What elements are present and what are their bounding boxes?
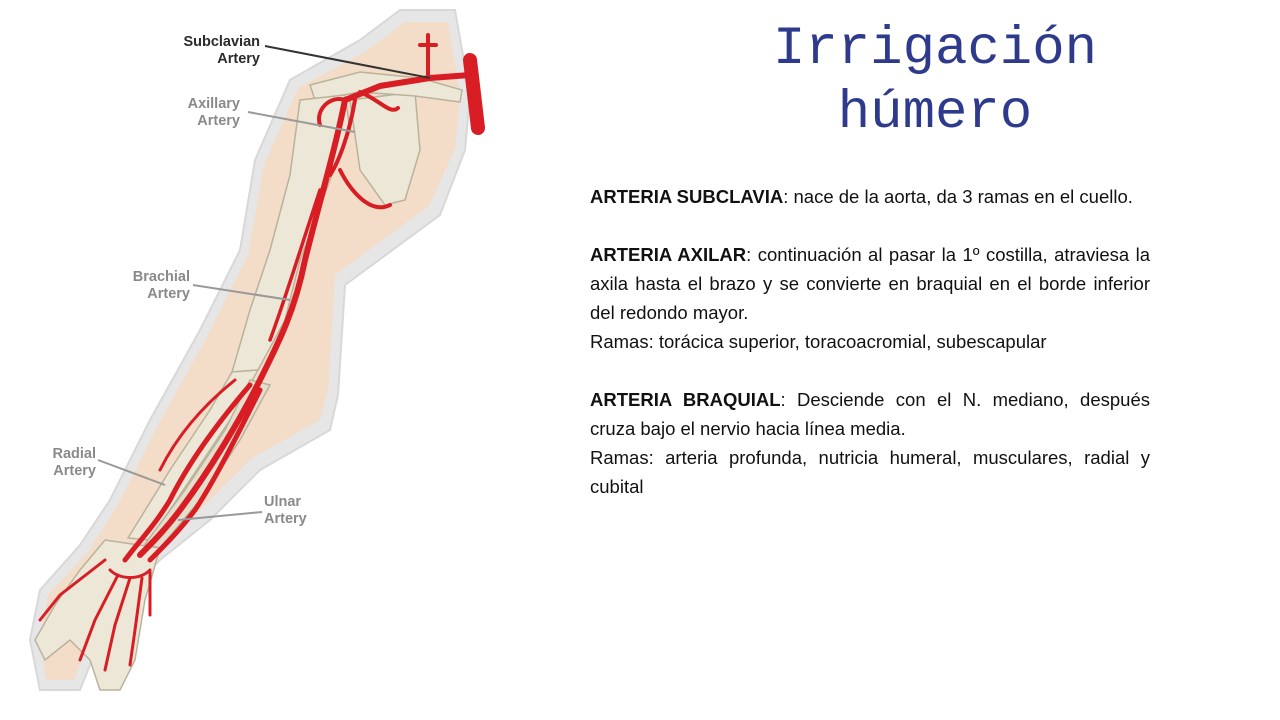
subclavian-label-1: Subclavian <box>183 34 260 50</box>
axilar-term: ARTERIA AXILAR <box>590 244 747 265</box>
subclavian-label-2: Artery <box>217 51 260 67</box>
slide-body-text <box>590 182 1150 501</box>
axillary-label-1: Axillary <box>187 96 240 112</box>
brachial-label-1: Brachial <box>132 269 190 285</box>
axilar-branches: Ramas: torácica superior, toracoacromial, subescapular <box>590 331 1047 352</box>
braquial-term: ARTERIA BRAQUIAL <box>590 389 781 410</box>
braquial-paragraph <box>590 385 1150 443</box>
ulnar-label-1: Ulnar <box>264 494 302 510</box>
radial-label-1: Radial <box>52 446 96 462</box>
braquial-description: : Desciende con el N. mediano, después cruza bajo el nervio hacia línea media. <box>590 389 1150 439</box>
subclavia-paragraph <box>590 182 1150 211</box>
paragraph-spacer <box>590 356 1150 385</box>
axilar-description: : continuación al pasar la 1º costilla, atraviesa la axila hasta el brazo y se convierte en braquial en el borde inferior del redondo mayor. <box>590 244 1150 323</box>
aortic-trunk <box>470 60 478 128</box>
arm-arteries-illustration <box>0 0 560 720</box>
slide-title <box>700 18 1170 146</box>
radial-label-2: Artery <box>53 463 96 479</box>
braquial-branches: Ramas: arteria profunda, nutricia humeral, musculares, radial y cubital <box>590 447 1150 497</box>
ulnar-label-2: Artery <box>264 511 307 527</box>
brachial-label-2: Artery <box>147 286 190 302</box>
axilar-paragraph <box>590 240 1150 327</box>
axillary-label-2: Artery <box>197 113 240 129</box>
subclavia-term: ARTERIA SUBCLAVIA <box>590 186 784 207</box>
title-line-2: húmero <box>837 83 1033 144</box>
paragraph-spacer <box>590 211 1150 240</box>
title-line-1: Irrigación <box>772 19 1098 80</box>
subclavia-description: : nace de la aorta, da 3 ramas en el cuello. <box>783 186 1133 207</box>
